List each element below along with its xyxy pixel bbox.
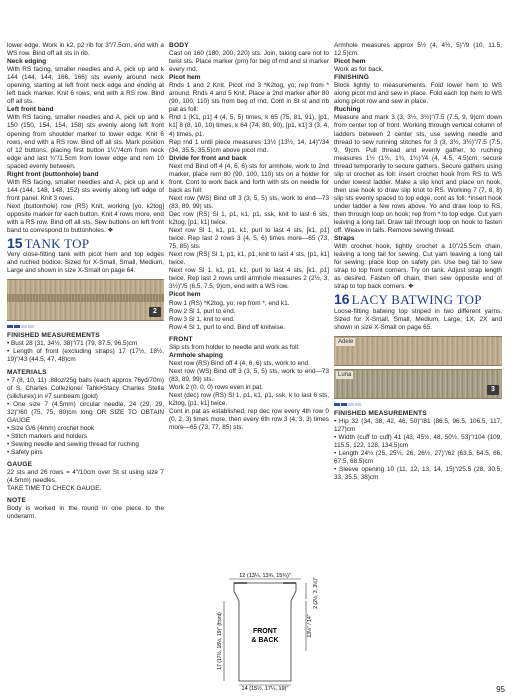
row-4: Row 4 Sl 1, purl to end. Bind off knitwise.	[169, 323, 286, 331]
measurement-length-16: • Length 24½ (25, 25½, 26, 26½, 27)"/62 (63.5, 64.5, 66, 67.5, 68.5)cm	[334, 449, 502, 465]
schematic-left-label: 17 (17½, 18½, 19)" (front)	[217, 612, 223, 670]
pattern-15-title	[7, 235, 164, 252]
material-needle: • One size 7 (4.5mm) circular needle, 24 (29, 29, 32)"/60 (75, 75, 80)cm long OR SIZE TO OBTAIN GAUGE	[7, 400, 164, 424]
measurement-width: • Width (cuff to cuff) 41 (43, 45½, 48, 50½, 53)"/104 (109, 115.5, 122, 128, 134.5)cm	[334, 433, 502, 449]
column-1	[7, 42, 164, 521]
note-heading: NOTE	[7, 497, 27, 505]
yarn-swatch-image	[7, 279, 164, 321]
rounds-text: Rnds 1 and 2 Knit. Picot rnd 3 *K2tog, yo; rep from * around. Rnds 4 and 5 Knit. Place a 2nd marker after 80 (90, 100, 110) sts from beg of rnd. Cont in St st and rib pat as foll:	[169, 82, 329, 114]
schematic-label-back: & BACK	[251, 637, 279, 644]
yarn-weight-badge: 2	[149, 307, 161, 317]
material-sewing: • Sewing needle and sewing thread for ruching	[7, 440, 139, 448]
picot-hem-text: Work as for back.	[334, 66, 384, 74]
schematic-right-label: 13½" / 14"	[307, 614, 313, 638]
finished-measurements-heading: FINISHED MEASUREMENTS	[7, 332, 100, 340]
yarn-swatch-luna	[334, 369, 502, 399]
yarn-swatch-adele	[334, 336, 502, 366]
armhole-row-1: Next row (RS) Bind off 4 (4, 6, 6) sts, work to end.	[169, 359, 310, 367]
buttonhole-row-text: Next (buttonhole) row (RS) Knit, working [yo, k2tog] opposite marker for each button. Knit 4 rows more, end with a RS row. Bind off all sts. Sew buttons on left front band to correspond to buttonholes. ❖	[7, 202, 164, 235]
pattern-16-description: Loose-fitting batwing top striped in two different yarns. Sized for X-Small, Small, Medium, Large, 1X, 2X and shown in size X-Small on page 65.	[334, 307, 502, 331]
left-band-text: With RS facing, smaller needles and A, pick up and k 150 (150, 154, 154, 158) sts evenly along left front opening from shoulder marker to lower edge. Knit 6 rows, end with a RS row. Bind off all sts. Mark position of 12 buttons, placing first button 1¼"/4cm from neck edge and last ¾"/1.5cm from lower edge and rem 10 spaced evenly between.	[7, 114, 164, 170]
row-3: Row 3 Sl 1, knit to end.	[169, 315, 235, 323]
swatch-label-adele: Adele	[338, 338, 354, 345]
right-band-heading: Right front (buttonhole) band	[7, 170, 99, 178]
straps-heading: Straps	[334, 235, 355, 243]
right-band-text: With RS facing, smaller needles and A, pick up and k 144 (144, 148, 148, 152) sts evenly along left edge of front panel. Knit 3 rows.	[7, 178, 164, 202]
repeat-text: Rep rnd 1 until piece measures 13½ (13½, 14, 14)"/34 (34, 35.5, 35.5)cm above picot rnd.	[169, 138, 329, 154]
armhole-row-4: Next (dec) row (RS) Sl 1, p1, k1, p1, ssk, k to last 6 sts, k2tog, [p1, k1] twice.	[169, 392, 329, 408]
measurement-sleeve: • Sleeve opening 10 (11, 12, 13, 14, 15)"/25.5 (28, 30.5, 33, 35.5, 38)cm	[334, 465, 502, 482]
materials-heading: MATERIALS	[7, 368, 47, 376]
next-row-1: Next row (WS) Bind off 3 (3, 5, 5) sts, work to end—73 (83, 89, 99) sts.	[169, 194, 329, 210]
skill-level-indicator	[7, 325, 164, 330]
next-row-2: Next row Sl 1, k1, p1, k1, purl to last 4 sts, [k1, p1] twice. Rep last 2 rows 3 (4, 5, 6) times more—65 (73, 75, 85) sts.	[169, 227, 329, 251]
finished-measurements-heading-16: FINISHED MEASUREMENTS	[334, 409, 427, 417]
next-row-3: Next row (RS) Sl 1, p1, k1, p1, knit to last 4 sts, [p1, k1] twice.	[169, 251, 329, 267]
divide-heading: Divide for front and back	[169, 154, 247, 162]
page-number: 95	[496, 685, 505, 694]
neck-edging-text: With RS facing, smaller needles and A, pick up and k 144 (144, 144, 166, 166) sts evenly around neck opening, starting at left front neck edge and ending at left back marker. Knit 6 rows, end with a RS row. Bind off all sts.	[7, 66, 164, 106]
gauge-text: 22 sts and 26 rows = 4"/10cm over St st using size 7 (4.5mm) needles.	[7, 469, 164, 485]
column-2	[169, 42, 329, 432]
pattern-number: 15	[7, 235, 23, 252]
measurement-bust: • Bust 28 (31, 34½, 38)"/71 (79, 87.5, 96.5)cm	[7, 340, 138, 348]
material-yarn: • 7 (8, 10, 11) .88oz/25g balls (each approx 76yd/70m) of S. Charles Collezione/ Tahki•Stacy Charles Stella (silk/lurex) in #7 sunbeam (gold)	[7, 376, 164, 400]
body-heading: BODY	[169, 42, 189, 49]
armhole-row-2: Next row (WS) Bind off 3 (3, 5, 5) sts, work to end—73 (83, 89, 99) sts.	[169, 367, 329, 383]
front-back-schematic	[209, 571, 321, 691]
picot-hem-heading-2: Picot hem	[169, 291, 201, 299]
measurement-length: • Length of front (excluding straps) 17 (17½, 18½, 19)"/43 (44.5, 47, 48)cm	[7, 348, 164, 364]
left-band-heading: Left front band	[7, 106, 54, 114]
row-2: Row 2 Sl 1, purl to end.	[169, 307, 236, 315]
ruching-text: Measure and mark 3 (3, 3½, 3½)"/7.5 (7.5, 9, 9)cm down from center top of front. Working through vertical column of ladders between 2 center sts, use sewing needle and thread to sew running stitches for 3 (3, 3½, 3½)"/7.5 (7.5, 9, 9)cm. Pull thread and evenly gather, to ruching measures 1½ (1½, 1¾, 1¾)"/4 (4, 4.5, 4.5)cm; secure thread temporarily to secure gathers. Secure gathers using slip st crochet as foll: insert crochet hook from RS to WS under lowest ladder. Make a slip knot and place on hook, then use hook to draw slip knot to RS. Working 7 (7, 8, 8) slip sts evenly spaced to top edge, cont as foll: *insert hook under ladder a few rows above. Yo and draw loop to RS, then through loop on hook; rep from * to top edge. Cut yarn leaving a long tail. Draw tail through loop on hook to fasten off. Weave in tails. Remove sewing thread.	[334, 114, 502, 235]
pattern-name: LACY BATWING TOP	[351, 292, 482, 308]
swatch-label-luna: Luna	[338, 371, 352, 378]
front-text: Slip sts from holder to needle and work as foll:	[169, 343, 300, 351]
armhole-shaping-heading: Armhole shaping	[169, 351, 223, 359]
neck-edging-heading: Neck edging	[7, 58, 47, 66]
picot-hem-heading: Picot hem	[169, 74, 201, 82]
note-text: Body is worked in the round in one piece to the underarm.	[7, 505, 164, 521]
column-3	[334, 42, 502, 482]
dec-row: Dec row (RS) Sl 1, p1, k1, p1, ssk, knit to last 6 sts, k2tog, [p1, k1] twice.	[169, 210, 329, 227]
armhole-measure-text: Armhole measures approx 5½ (4, 4½, 5)"/9 (10, 11.5, 12.5)cm.	[334, 42, 502, 58]
divide-text: Next rnd Bind off 4 (4, 6, 6) sts for armhole, work to 2nd marker, place rem 80 (90, 100, 110) sts on a holder for front. Cont to work back and forth with sts on needle for back as foll:	[169, 162, 329, 194]
yarn-weight-badge: 3	[487, 385, 499, 395]
schematic-armhole-label: 2 (2½, 3, 3½)"	[313, 577, 319, 609]
swatch-band	[7, 294, 164, 302]
body-text: Cast on 160 (180, 200, 220) sts. Join, taking care not to twist sts. Place marker (pm) for beg of rnd and sl marker every rnd.	[169, 50, 329, 74]
straps-text: With crochet hook, tightly crochet a 10"/25.5cm chain, leaving a long tail for sewing. Cut yarn leaving a long tail for sewing; place loop on safety pin. Use beg tail to sew strap to top front corners. Try on tank. Adjust strap length as desired. Fasten off chain, then sew opposite end of strap to top back corners. ❖	[334, 243, 502, 291]
round-1-text: Rnd 1 [K1, p1] 4 (4, 5, 5) times, k 65 (75, 81, 91), [p1, k1] 8 (8, 10, 10) times, k 64 (74, 80, 90), [p1, k1] 3 (3, 4, 4) times, p1.	[169, 114, 329, 138]
material-pins: • Safety pins	[7, 448, 43, 456]
front-heading: FRONT	[169, 335, 193, 343]
measurement-hip: • Hip 32 (34, 38, 42, 46, 50)"/81 (86.5, 96.5, 106.5, 117, 127)cm	[334, 417, 502, 433]
schematic-bottom-label: 14 (15½, 17¼, 19)"	[241, 686, 289, 691]
finishing-text: Block lightly to measurements. Fold lower hem to WS along picot rnd and sew in place. Fold each top hem to WS along picot row and sew in place.	[334, 82, 502, 106]
gauge-heading: GAUGE	[7, 461, 33, 469]
pattern-15-description: Very close-fitting tank with picot hem and top edges and ruched bodice. Sized for X-Small, Small, Medium, Large and shown in size X-Small on page 64.	[7, 251, 164, 275]
pattern-16-title	[334, 291, 502, 308]
skill-level-indicator	[334, 403, 502, 408]
ruching-heading: Ruching	[334, 106, 361, 114]
gauge-check: TAKE TIME TO CHECK GAUGE.	[7, 485, 102, 493]
next-row-4: Next row Sl 1, k1, p1, k1, purl to last 4 sts, [k1, p1] twice. Rep last 2 rows until armhole measures 2 (2½, 3, 3½)"/5 (6.5, 7.5, 9)cm, end with a WS row.	[169, 267, 329, 291]
schematic-label-front: FRONT	[252, 628, 278, 635]
armhole-row-3: Work 2 (0, 0, 0) rows even in pat.	[169, 383, 264, 391]
finishing-heading: FINISHING	[334, 74, 370, 82]
pattern-name: TANK TOP	[24, 236, 90, 252]
armhole-row-5: Cont in pat as established, rep dec row every 4th row 0 (0, 2, 3) times more, then every 6th row 3 (4, 3, 3) times more—65 (73, 77, 85) sts.	[169, 408, 329, 432]
material-hook: • Size G/6 (4mm) crochet hook	[7, 424, 95, 432]
schematic-top-label: 12 (13¼, 13¾, 15¾)"	[239, 573, 291, 579]
picot-hem-heading-3: Picot hem	[334, 58, 366, 66]
material-markers: • Stitch markers and holders	[7, 432, 88, 440]
row-1: Row 1 (RS) *K2tog, yo; rep from *, end k1.	[169, 299, 290, 307]
paragraph-intro: lower edge. Work in k2, p2 rib for 3"/7.5cm, end with a WS row. Bind off all sts in rib.	[7, 42, 164, 58]
pattern-number: 16	[334, 291, 350, 308]
